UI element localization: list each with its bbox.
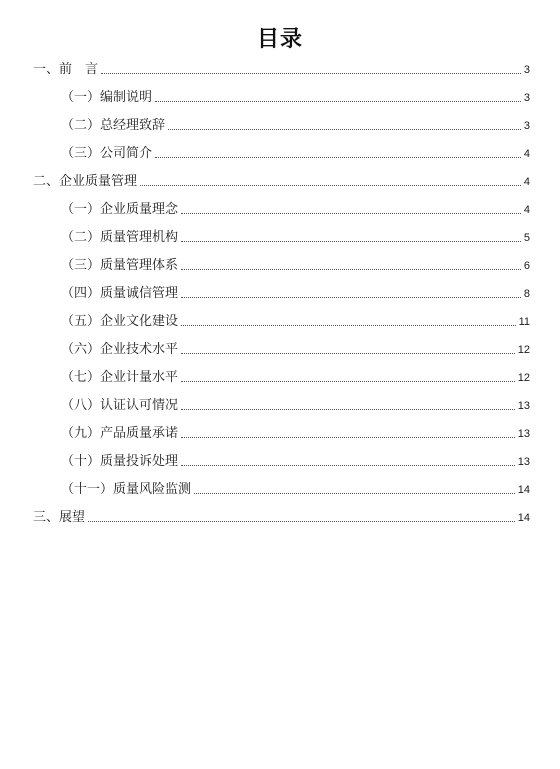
toc-entry[interactable] [0,310,560,330]
toc-entry-title: （六）企业技术水平 [61,342,179,357]
toc-entry-title: （二）质量管理机构 [61,230,179,245]
toc-leader-dots [181,436,515,438]
toc-entry[interactable] [0,394,560,414]
toc-leader-dots [140,184,521,186]
toc-page-number: 3 [523,120,530,132]
toc-leader-dots [181,296,521,298]
toc-entry[interactable] [0,478,560,498]
toc-page-number: 13 [517,456,530,468]
toc-entry[interactable] [0,422,560,442]
toc-page-number: 8 [523,288,530,300]
toc-leader-dots [155,156,521,158]
toc-entry[interactable] [0,198,560,218]
toc-entry-title: （十）质量投诉处理 [61,454,179,469]
toc-entry[interactable] [0,338,560,358]
toc-entry-title: （二）总经理致辞 [61,118,166,133]
toc-entry[interactable] [0,114,560,134]
toc-entry[interactable] [0,86,560,106]
toc-leader-dots [181,324,516,326]
toc-page-number: 11 [518,316,530,328]
toc-entry[interactable] [0,226,560,246]
toc-entry[interactable] [0,58,560,78]
toc-entry-title: （五）企业文化建设 [61,314,179,329]
toc-entry-title: （一）编制说明 [61,90,153,105]
toc-leader-dots [181,268,521,270]
toc-entry-title: 二、企业质量管理 [33,174,138,189]
toc-page-number: 13 [517,428,530,440]
toc-page-number: 4 [523,176,530,188]
toc-entry-title: （九）产品质量承诺 [61,426,179,441]
toc-page-number: 5 [523,232,530,244]
toc-entry[interactable] [0,450,560,470]
toc-entry-title: 三、展望 [33,510,86,525]
toc-entry[interactable] [0,282,560,302]
toc-leader-dots [194,492,515,494]
toc-leader-dots [101,72,521,74]
toc-entry-title: （十一）质量风险监测 [61,482,192,497]
toc-entry[interactable] [0,506,560,526]
toc-entry[interactable] [0,366,560,386]
toc-leader-dots [181,380,515,382]
toc-page-number: 12 [517,372,530,384]
toc-entry-title: （八）认证认可情况 [61,398,179,413]
toc-page-number: 3 [523,92,530,104]
toc-entry[interactable] [0,170,560,190]
toc-page-number: 14 [517,484,530,496]
toc-leader-dots [181,352,515,354]
toc-page-number: 14 [517,512,530,524]
toc-leader-dots [181,464,515,466]
toc-page-number: 6 [523,260,530,272]
toc-entry-title: 一、前 言 [33,62,99,77]
toc-leader-dots [155,100,521,102]
toc-entry-title: （四）质量诚信管理 [61,286,179,301]
toc-entry-title: （一）企业质量理念 [61,202,179,217]
toc-entry-title: （三）公司简介 [61,146,153,161]
toc-page-number: 4 [523,204,530,216]
toc-entry[interactable] [0,254,560,274]
toc-leader-dots [181,240,521,242]
toc-leader-dots [88,520,515,522]
toc-leader-dots [168,128,521,130]
page-title: 目录 [256,27,303,52]
toc-page-number: 4 [523,148,530,160]
toc-leader-dots [181,408,515,410]
toc-page-number: 13 [517,400,530,412]
toc-entry[interactable] [0,142,560,162]
toc-entry-title: （三）质量管理体系 [61,258,179,273]
toc-page-number: 3 [523,64,530,76]
toc-page-number: 12 [517,344,530,356]
toc-entry-title: （七）企业计量水平 [61,370,179,385]
toc-leader-dots [181,212,521,214]
